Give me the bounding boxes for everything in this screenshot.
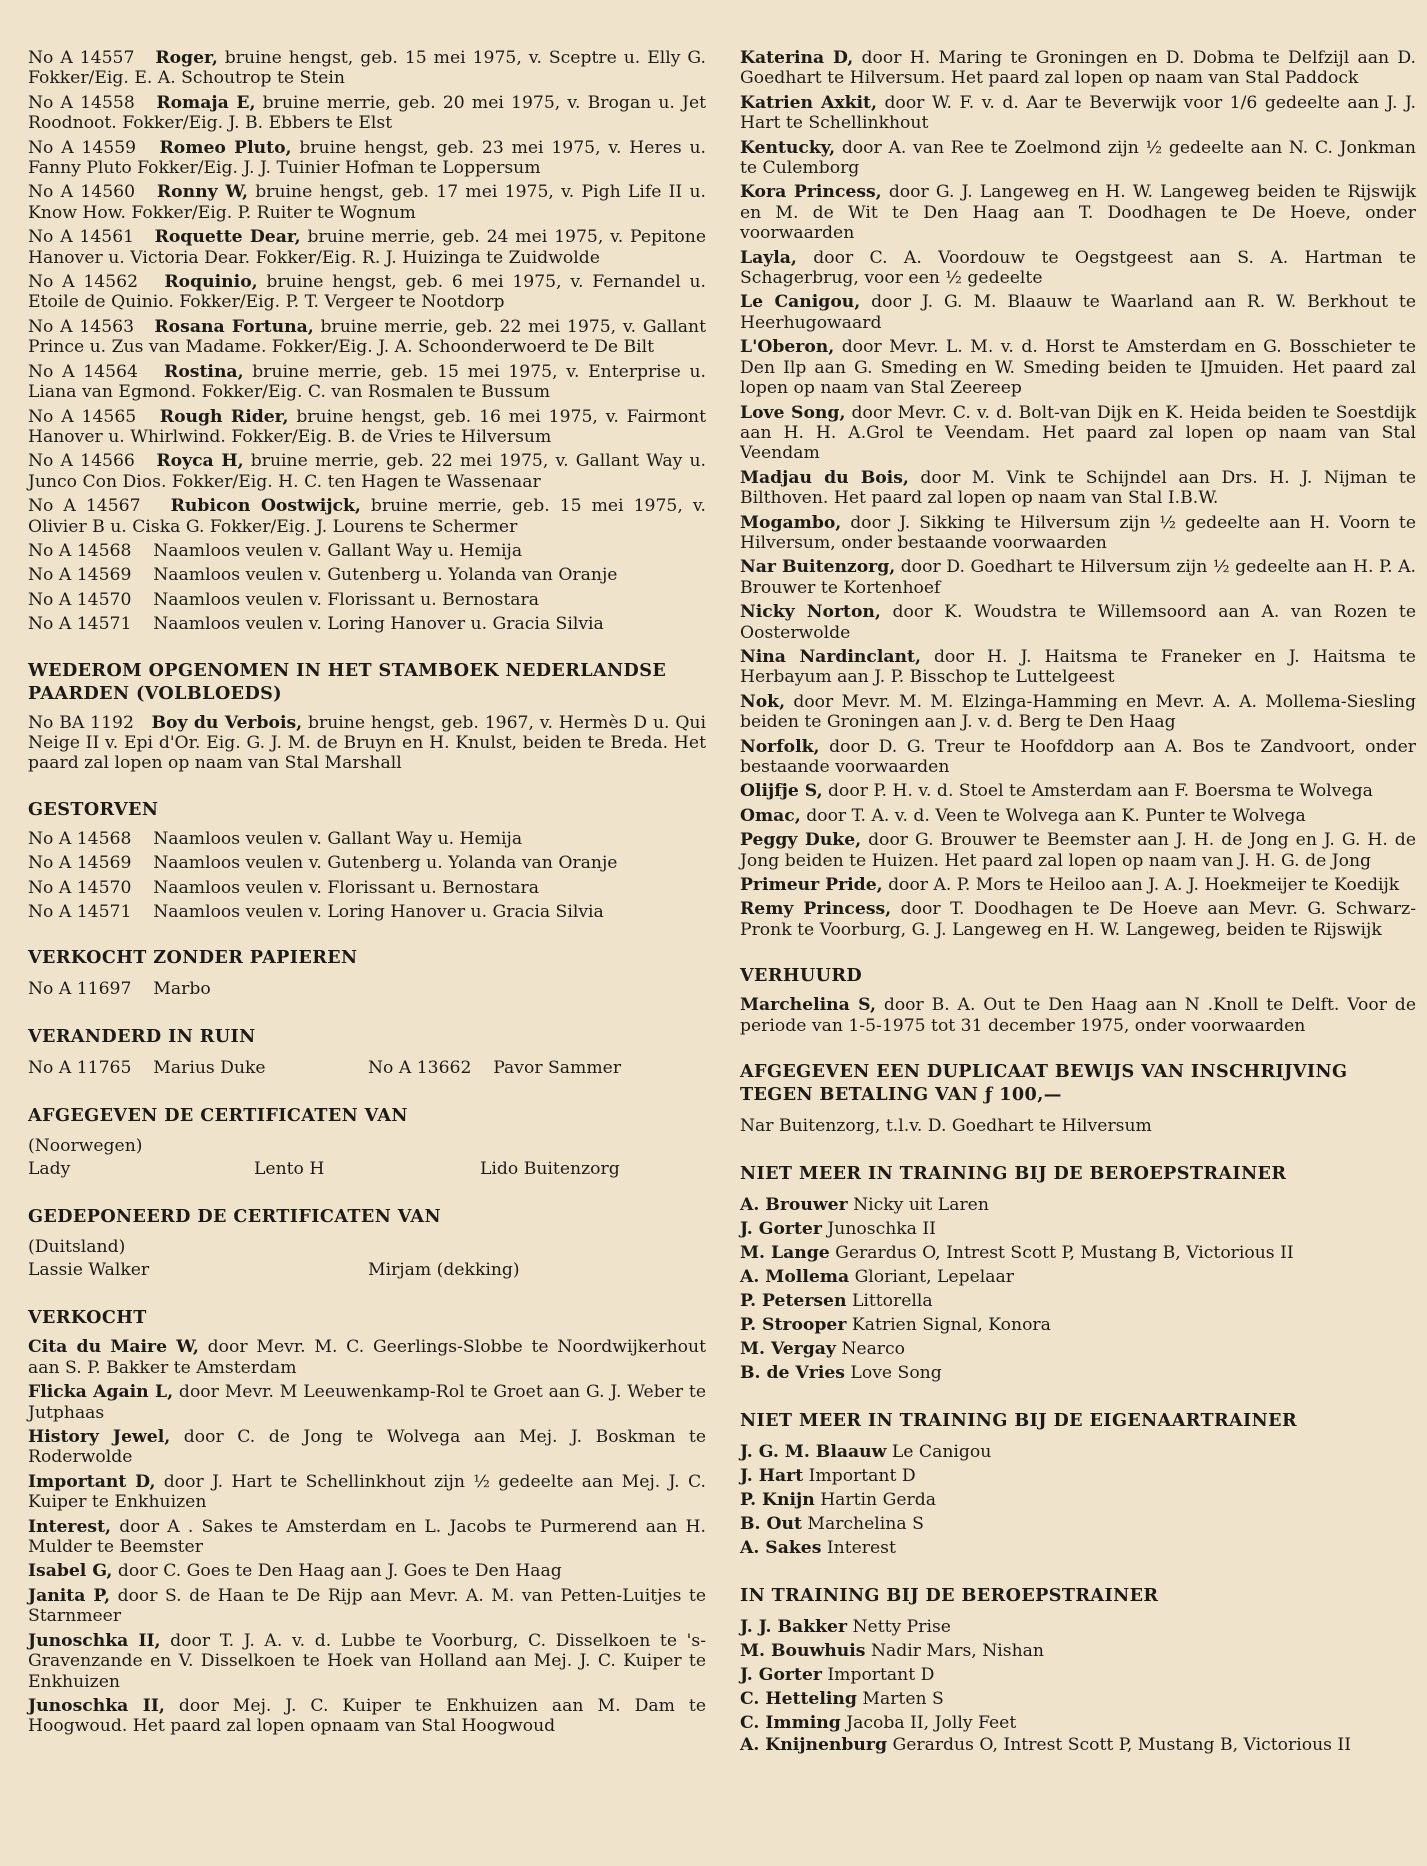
- certificate-item: Lento H: [254, 1159, 325, 1180]
- sale-entry: Nicky Norton, door K. Woudstra te Willemsoord aan A. van Rozen te Oosterwolde: [740, 602, 1416, 643]
- gedeponeerd-row: [28, 1258, 706, 1282]
- ruin-item: No A 13662 Pavor Sammer: [368, 1058, 622, 1079]
- trainer-line: P. Strooper Katrien Signal, Konora: [740, 1315, 1051, 1336]
- trainer-line: C. Hetteling Marten S: [740, 1689, 944, 1710]
- registration-entry: No A 14558 Romaja E, bruine merrie, geb. 20 mei 1975, v. Brogan u. Jet Roodnoot. Fokker/Eig. J. B. Ebbers te Elst: [28, 92, 707, 134]
- sale-entry: Cita du Maire W, door Mevr. M. C. Geerlings-Slobbe te Noordwijkerhout aan S. P. Bakker te Amsterdam: [28, 1337, 706, 1378]
- sale-entry: L'Oberon, door Mevr. L. M. v. d. Horst te Amsterdam en G. Bosschieter te Den Ilp aan G. Smeding en W. Smeding beiden te IJmuiden. Het paard zal lopen op naam van Stal Zeereep: [740, 337, 1416, 399]
- sale-entry: Omac, door T. A. v. d. Veen te Wolvega aan K. Punter te Wolvega: [740, 805, 1306, 826]
- sale-entry: Nina Nardinclant, door H. J. Haitsma te Franeker en J. Haitsma te Herbayum aan J. P. Bisschop te Luttelgeest: [740, 646, 1416, 688]
- sale-entry: Nok, door Mevr. M. M. Elzinga-Hamming en Mevr. A. A. Mollema-Siesling beiden te Groningen aan J. v. d. Berg te Den Haag: [740, 691, 1416, 733]
- trainer-line: J. Gorter Junoschka II: [740, 1219, 936, 1240]
- sale-entry: Remy Princess, door T. Doodhagen te De Hoeve aan Mevr. G. Schwarz-Pronk te Voorburg, G. J. Langeweg en H. W. Langeweg, beiden te Rijswijk: [740, 899, 1416, 940]
- duplicaat-heading: AFGEGEVEN EEN DUPLICAAT BEWIJS VAN INSCHRIJVING TEGEN BETALING VAN ƒ 100,—: [740, 1061, 1348, 1106]
- trainer-line: B. de Vries Love Song: [740, 1363, 942, 1384]
- trainer-line: J. J. Bakker Netty Prise: [740, 1617, 951, 1638]
- trainer-line: M. Lange Gerardus O, Intrest Scott P, Mustang B, Victorious II: [740, 1243, 1294, 1264]
- foal-registrations: [28, 48, 706, 635]
- gedeponeerd-country: (Duitsland): [28, 1237, 126, 1258]
- sale-entry: Important D, door J. Hart te Schellinkhout zijn ½ gedeelte aan Mej. J. C. Kuiper te Enkhuizen: [28, 1471, 706, 1513]
- sale-entry: Katrien Axkit, door W. F. v. d. Aar te Beverwijk voor 1/6 gedeelte aan J. J. Hart te Schellinkhout: [740, 92, 1416, 134]
- trainer-line: A. Sakes Interest: [740, 1538, 896, 1559]
- zonder-papieren-line: No A 11697 Marbo: [28, 979, 211, 1000]
- registration-entry: No A 14560 Ronny W, bruine hengst, geb. 17 mei 1975, v. Pigh Life II u. Know How. Fokker/Eig. P. Ruiter te Wognum: [28, 182, 707, 223]
- registration-entry: No A 14565 Rough Rider, bruine hengst, geb. 16 mei 1975, v. Fairmont Hanover u. Whirlwind. Fokker/Eig. B. de Vries te Hilversum: [28, 406, 707, 447]
- verkocht-list-left: [28, 1337, 706, 1736]
- sale-entry: Le Canigou, door J. G. M. Blaauw te Waarland aan R. W. Berkhout te Heerhugowaard: [740, 292, 1416, 333]
- afgegeven-row: [28, 1157, 706, 1181]
- niet-beroepstrainer-heading: NIET MEER IN TRAINING BIJ DE BEROEPSTRAINER: [740, 1163, 1287, 1185]
- sale-entry: Norfolk, door D. G. Treur te Hoofddorp aan A. Bos te Zandvoort, onder bestaande voorwaarden: [740, 736, 1416, 777]
- sale-entry: Junoschka II, door T. J. A. v. d. Lubbe te Voorburg, C. Disselkoen te 's-Gravenzande en V. Disselkoen te Hoek van Holland aan Mej. J. C. Kuiper te Enkhuizen: [28, 1630, 706, 1692]
- sale-entry: Isabel G, door C. Goes te Den Haag aan J. Goes te Den Haag: [28, 1561, 562, 1582]
- registration-entry: No A 14567 Rubicon Oostwijck, bruine merrie, geb. 15 mei 1975, v. Olivier B u. Ciska G. Fokker/Eig. J. Lourens te Schermer: [28, 496, 706, 537]
- registration-entry: No A 14564 Rostina, bruine merrie, geb. 15 mei 1975, v. Enterprise u. Liana van Egmond. Fokker/Eig. C. van Rosmalen te Bussum: [28, 361, 706, 403]
- trainer-line: J. Hart Important D: [740, 1466, 916, 1487]
- sale-entry: Layla, door C. A. Voordouw te Oegstgeest aan S. A. Hartman te Schagerbrug, voor een ½ gedeelte: [740, 247, 1416, 289]
- sale-entry: Mogambo, door J. Sikking te Hilversum zijn ½ gedeelte aan H. Voorn te Hilversum, onder bestaande voorwaarden: [740, 512, 1416, 553]
- right-column: [740, 48, 1416, 1755]
- sale-entry: Kentucky, door A. van Ree te Zoelmond zijn ½ gedeelte aan N. C. Jonkman te Culemborg: [740, 137, 1416, 179]
- trainer-line: M. Vergay Nearco: [740, 1339, 906, 1360]
- trainer-line: M. Bouwhuis Nadir Mars, Nishan: [740, 1641, 1044, 1662]
- sale-entry: Primeur Pride, door A. P. Mors te Heiloo aan J. A. J. Hoekmeijer te Koedijk: [740, 875, 1400, 896]
- sale-entry: Love Song, door Mevr. C. v. d. Bolt-van Dijk en K. Heida beiden te Soestdijk aan H. H. A.Grol te Veendam. Het paard zal lopen op naam van Stal Veendam: [740, 402, 1416, 464]
- gestorven-heading: GESTORVEN: [28, 798, 159, 820]
- trainer-line: C. Imming Jacoba II, Jolly Feet: [740, 1713, 1017, 1734]
- sale-entry: Madjau du Bois, door M. Vink te Schijndel aan Drs. H. J. Nijman te Bilthoven. Het paard zal lopen op naam van Stal I.B.W.: [740, 467, 1416, 509]
- certificate-item: Lido Buitenzorg: [480, 1159, 620, 1180]
- zonder-papieren-heading: VERKOCHT ZONDER PAPIEREN: [28, 947, 358, 969]
- sale-entry: Janita P, door S. de Haan te De Rijp aan Mevr. A. M. van Petten-Luitjes te Starnmeer: [28, 1585, 706, 1627]
- sale-entry: Nar Buitenzorg, door D. Goedhart te Hilversum zijn ½ gedeelte aan H. P. A. Brouwer te Kortenhoef: [740, 557, 1416, 598]
- certificate-item: Lady: [28, 1159, 71, 1180]
- duplicaat-line: Nar Buitenzorg, t.l.v. D. Goedhart te Hilversum: [740, 1116, 1152, 1137]
- niet-beroepstrainer-list: [740, 1193, 1416, 1385]
- niet-eigenaartrainer-list: [740, 1440, 1416, 1560]
- verhuurd-heading: VERHUURD: [740, 965, 863, 987]
- trainer-line: P. Knijn Hartin Gerda: [740, 1490, 936, 1511]
- ruin-item: No A 11765 Marius Duke: [28, 1058, 266, 1079]
- sale-entry: Olijfje S, door P. H. v. d. Stoel te Amsterdam aan F. Boersma te Wolvega: [740, 781, 1373, 802]
- certificate-item: Mirjam (dekking): [368, 1260, 520, 1281]
- registration-entry: No A 14571 Naamloos veulen v. Loring Hanover u. Gracia Silvia: [28, 614, 604, 635]
- trainer-line: B. Out Marchelina S: [740, 1514, 924, 1535]
- registration-entry: No A 14568 Naamloos veulen v. Gallant Way u. Hemija: [28, 540, 523, 561]
- wederom-heading: WEDEROM OPGENOMEN IN HET STAMBOEK NEDERLANDSE PAARDEN (VOLBLOEDS): [28, 659, 667, 704]
- registration-entry: No A 14566 Royca H, bruine merrie, geb. 22 mei 1975, v. Gallant Way u. Junco Con Dios. Fokker/Eig. H. C. ten Hagen te Wassenaar: [28, 451, 706, 492]
- registration-entry: No A 14570 Naamloos veulen v. Florissant u. Bernostara: [28, 589, 539, 610]
- gestorven-entry: No A 14568 Naamloos veulen v. Gallant Way u. Hemija: [28, 828, 523, 849]
- verkocht-list-right: [740, 48, 1416, 940]
- gestorven-entry: No A 14569 Naamloos veulen v. Gutenberg u. Yolanda van Oranje: [28, 853, 618, 874]
- afgegeven-certificaten-heading: AFGEGEVEN DE CERTIFICATEN VAN: [28, 1105, 408, 1127]
- sale-entry: Flicka Again L, door Mevr. M Leeuwenkamp-Rol te Groet aan G. J. Weber te Jutphaas: [28, 1382, 707, 1423]
- gedeponeerd-heading: GEDEPONEERD DE CERTIFICATEN VAN: [28, 1206, 441, 1228]
- left-column: [28, 48, 706, 1741]
- trainer-line: J. G. M. Blaauw Le Canigou: [740, 1442, 992, 1463]
- trainer-line: A. Knijnenburg Gerardus O, Intrest Scott P, Mustang B, Victorious II: [740, 1735, 1352, 1756]
- niet-eigenaartrainer-heading: NIET MEER IN TRAINING BIJ DE EIGENAARTRAINER: [740, 1410, 1297, 1432]
- verkocht-heading: VERKOCHT: [28, 1307, 147, 1329]
- ruin-heading: VERANDERD IN RUIN: [28, 1026, 256, 1048]
- sale-entry: Kora Princess, door G. J. Langeweg en H. W. Langeweg beiden te Rijswijk en M. de Wit te Den Haag aan T. Doodhagen te De Hoeve, onder voorwaarden: [740, 182, 1416, 244]
- sale-entry: Junoschka II, door Mej. J. C. Kuiper te Enkhuizen aan M. Dam te Hoogwoud. Het paard zal lopen opnaam van Stal Hoogwoud: [28, 1695, 706, 1737]
- sale-entry: Peggy Duke, door G. Brouwer te Beemster aan J. H. de Jong en J. G. H. de Jong beiden te Huizen. Het paard zal lopen op naam van J. H. G. de Jong: [740, 830, 1416, 871]
- sale-entry: Interest, door A . Sakes te Amsterdam en L. Jacobs te Purmerend aan H. Mulder te Beemster: [28, 1516, 706, 1558]
- trainer-line: P. Petersen Littorella: [740, 1291, 933, 1312]
- verhuurd-entry: Marchelina S, door B. A. Out te Den Haag aan N .Knoll te Delft. Voor de periode van 1-5-1975 tot 31 december 1975, onder voorwaarden: [740, 995, 1416, 1036]
- in-beroepstrainer-heading: IN TRAINING BIJ DE BEROEPSTRAINER: [740, 1585, 1159, 1607]
- trainer-line: J. Gorter Important D: [740, 1665, 935, 1686]
- registration-entry: No A 14559 Romeo Pluto, bruine hengst, geb. 23 mei 1975, v. Heres u. Fanny Pluto Fokker/Eig. J. J. Tuinier Hofman te Loppersum: [28, 137, 707, 179]
- trainer-line: A. Brouwer Nicky uit Laren: [740, 1195, 989, 1216]
- in-beroepstrainer-list: [740, 1615, 1416, 1755]
- registration-entry: No A 14563 Rosana Fortuna, bruine merrie, geb. 22 mei 1975, v. Gallant Prince u. Zus van Madame. Fokker/Eig. J. A. Schoonderwoerd te De Bilt: [28, 316, 707, 358]
- sale-entry: History Jewel, door C. de Jong te Wolvega aan Mej. J. Boskman te Roderwolde: [28, 1427, 706, 1468]
- trainer-line: A. Mollema Gloriant, Lepelaar: [740, 1267, 1014, 1288]
- certificate-item: Lassie Walker: [28, 1260, 150, 1281]
- registration-entry: No A 14562 Roquinio, bruine hengst, geb. 6 mei 1975, v. Fernandel u. Etoile de Quinio. Fokker/Eig. P. T. Vergeer te Nootdorp: [28, 272, 707, 313]
- registration-entry: No A 14557 Roger, bruine hengst, geb. 15 mei 1975, v. Sceptre u. Elly G. Fokker/Eig. E. A. Schoutrop te Stein: [28, 48, 706, 89]
- afgegeven-country: (Noorwegen): [28, 1136, 143, 1157]
- gestorven-list: [28, 829, 706, 923]
- ruin-row: [28, 1056, 706, 1080]
- registration-entry: No A 14561 Roquette Dear, bruine merrie, geb. 24 mei 1975, v. Pepitone Hanover u. Victoria Dear. Fokker/Eig. R. J. Huizinga te Zuidwolde: [28, 227, 707, 268]
- sale-entry: Katerina D, door H. Maring te Groningen en D. Dobma te Delfzijl aan D. Goedhart te Hilversum. Het paard zal lopen op naam van Stal Paddock: [740, 48, 1416, 89]
- gestorven-entry: No A 14571 Naamloos veulen v. Loring Hanover u. Gracia Silvia: [28, 902, 604, 922]
- registration-entry: No A 14569 Naamloos veulen v. Gutenberg u. Yolanda van Oranje: [28, 565, 618, 586]
- wederom-entry: No BA 1192 Boy du Verbois, bruine hengst, geb. 1967, v. Hermès D u. Qui Neige II v. Epi d'Or. Eig. G. J. M. de Bruyn en H. Knulst, beiden te Breda. Het paard zal lopen op naam van Stal Marshall: [28, 712, 706, 774]
- gestorven-entry: No A 14570 Naamloos veulen v. Florissant u. Bernostara: [28, 877, 539, 898]
